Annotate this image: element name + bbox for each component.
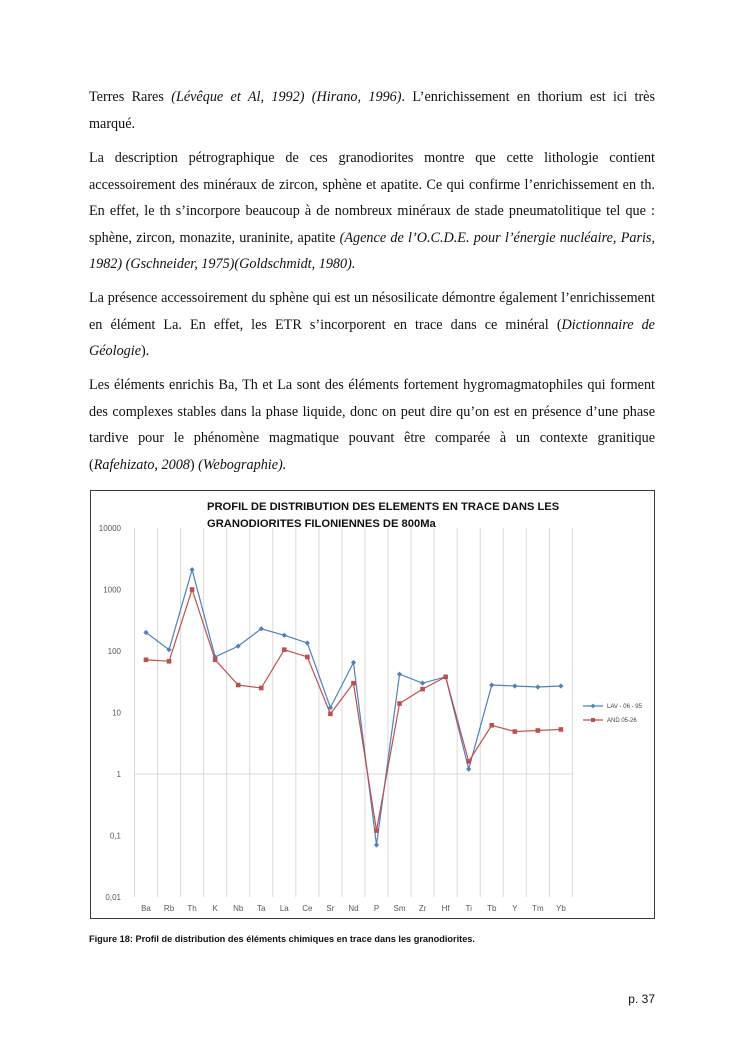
text: La présence accessoirement du sphène qui est un nésosilicate démontre également l’enrichissement en élément La. En effet, les ETR s’incorporent en trace dans ce minéral (: [89, 290, 655, 333]
x-tick-label: P: [373, 904, 380, 913]
x-tick-label: Sr: [326, 904, 335, 913]
trace-element-chart: [90, 490, 655, 919]
legend-label: AND 05-26: [607, 718, 637, 724]
paragraph-rare-earths: [89, 84, 655, 137]
data-point: [489, 723, 494, 728]
data-point: [513, 729, 518, 734]
x-tick-label: Rb: [163, 904, 175, 913]
data-point: [466, 759, 471, 764]
series-line: [146, 570, 561, 845]
legend-marker: [591, 704, 596, 709]
data-point: [536, 728, 541, 733]
legend-marker: [591, 718, 595, 722]
citation: (Agence de l’O.C.D.E. pour l’énergie nucléaire, Paris, 1982) (Gschneider, 1975)(Goldschmidt, 1980).: [89, 229, 655, 273]
data-point: [512, 683, 517, 688]
y-tick-label: 0,01: [105, 893, 121, 902]
data-point: [374, 828, 379, 833]
x-tick-label: Sm: [393, 904, 406, 913]
data-point: [559, 727, 564, 732]
y-tick-label: 100: [107, 647, 121, 656]
data-point: [397, 672, 402, 677]
data-point: [305, 640, 310, 645]
data-point: [167, 659, 172, 664]
x-tick-label: Yb: [556, 904, 566, 913]
series-line: [146, 590, 561, 831]
x-tick-label: La: [279, 904, 289, 913]
x-tick-label: Nd: [348, 904, 359, 913]
citation: (Lévêque et Al, 1992) (Hirano, 1996): [171, 89, 402, 105]
text: La description pétrographique de ces granodiorites montre que cette lithologie contient accessoirement des minéraux de zircon, sphène et apatite. Ce qui confirme l’enrichissement en th. En effet, le th s’incorpore beaucoup à de nombreux minéraux de stade pneumatolitique tel que : sphène, zircon, monazite, uraninite, apatite: [89, 150, 655, 246]
paragraph-sphene: [89, 285, 655, 365]
data-point: [535, 684, 540, 689]
y-tick-label: 1: [116, 770, 121, 779]
data-point: [305, 655, 310, 660]
text: Les éléments enrichis Ba, Th et La sont des éléments fortement hygromagmatophiles qui forment des complexes stables dans la phase liquide, donc on peut dire qu’on est en présence d’une phase tardive pour le phénomène magmatique pouvant être comparée à un contexte granitique (: [89, 377, 655, 473]
data-point: [466, 767, 471, 772]
citation: (Webographie).: [198, 456, 287, 473]
paragraph-enriched-elements: [89, 372, 655, 478]
text: . L’enrichissement en thorium est ici très marqué.: [89, 89, 655, 132]
data-point: [489, 682, 494, 687]
x-tick-label: Nb: [233, 904, 244, 913]
citation: Rafehizato, 2008: [93, 456, 190, 473]
data-point: [328, 712, 333, 717]
data-point: [213, 657, 218, 662]
text: ).: [141, 343, 150, 360]
data-point: [259, 686, 264, 691]
text: ): [189, 456, 199, 473]
data-point: [443, 675, 448, 680]
y-tick-label: 10: [112, 708, 121, 718]
x-tick-label: Zr: [418, 904, 427, 913]
y-tick-label: 1000: [103, 585, 121, 595]
data-point: [420, 681, 425, 686]
text: Terres Rares: [89, 89, 172, 105]
data-point: [190, 587, 195, 592]
paragraph-petrography: [89, 145, 655, 278]
legend-label: LAV - 06 - 95: [607, 704, 642, 710]
x-tick-label: Ti: [465, 904, 472, 913]
figure-caption: Figure 18: Profil de distribution des éléments chimiques en trace dans les granodiorites.: [89, 934, 475, 944]
data-point: [397, 701, 402, 706]
page-number: p. 37: [628, 992, 655, 1006]
data-point: [282, 647, 287, 652]
data-point: [351, 681, 356, 686]
data-point: [420, 687, 425, 692]
x-tick-label: K: [212, 904, 218, 913]
chart-title-line-1: PROFIL DE DISTRIBUTION DES ELEMENTS EN TRACE DANS LES: [207, 501, 560, 513]
x-tick-label: Ce: [302, 904, 313, 913]
chart-canvas: [91, 491, 656, 920]
x-tick-label: Ba: [141, 904, 151, 913]
x-tick-label: Ta: [257, 904, 266, 913]
chart-title-line-2: GRANODIORITES FILONIENNES DE 800Ma: [207, 518, 436, 530]
x-tick-label: Tb: [487, 904, 497, 913]
x-tick-label: Y: [512, 904, 518, 913]
x-tick-label: Tm: [532, 904, 544, 913]
y-tick-label: 0,1: [109, 831, 121, 841]
x-tick-label: Hf: [441, 904, 450, 913]
x-tick-label: Th: [187, 904, 197, 913]
data-point: [558, 683, 563, 688]
data-point: [190, 567, 195, 572]
data-point: [144, 657, 149, 662]
citation: Dictionnaire de Géologie: [89, 316, 655, 360]
data-point: [351, 660, 356, 665]
data-point: [236, 683, 241, 688]
y-tick-label: 10000: [98, 524, 121, 533]
data-point: [374, 842, 379, 847]
data-point: [282, 633, 287, 638]
